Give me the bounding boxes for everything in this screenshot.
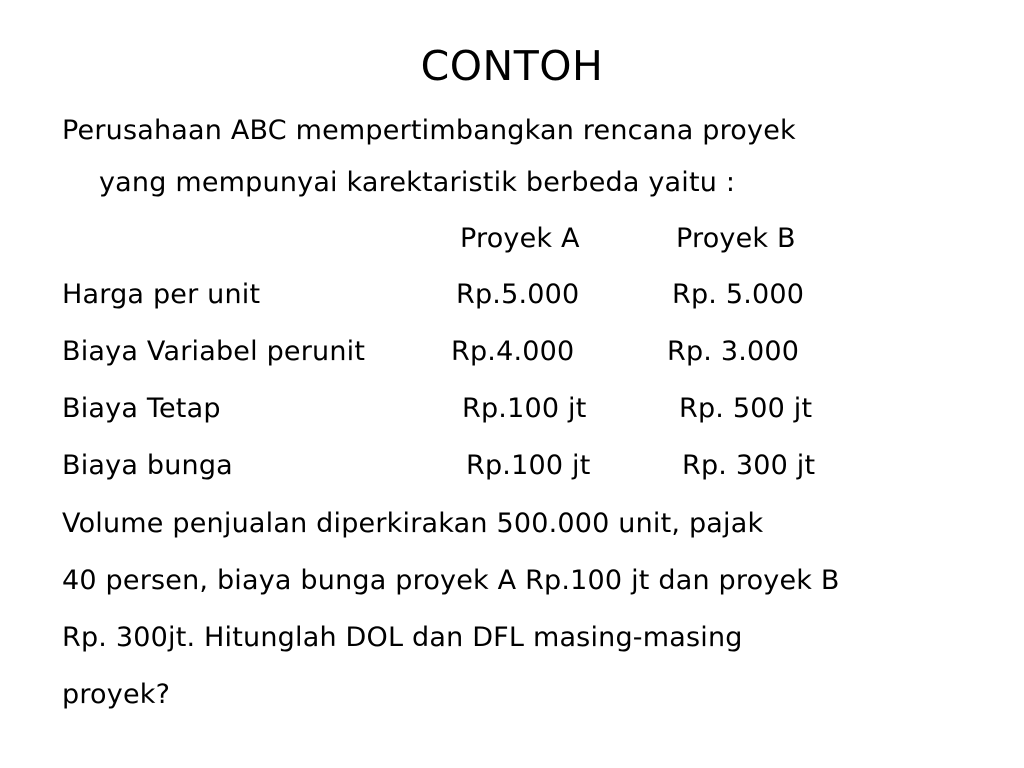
- row-biaya-bunga-a: Rp.100 jt: [466, 450, 591, 481]
- row-label-biaya-bunga: Biaya bunga: [62, 450, 233, 481]
- row-label-biaya-tetap: Biaya Tetap: [62, 393, 221, 424]
- row-label-biaya-variabel: Biaya Variabel perunit: [62, 336, 366, 367]
- row-biaya-variabel-a: Rp.4.000: [451, 336, 575, 367]
- row-biaya-bunga-b: Rp. 300 jt: [682, 450, 816, 481]
- question-line-4: proyek?: [62, 679, 171, 710]
- row-biaya-variabel-b: Rp. 3.000: [667, 336, 800, 367]
- intro-line-2: yang mempunyai karektaristik berbeda yaitu :: [99, 167, 736, 198]
- row-harga-a: Rp.5.000: [456, 279, 580, 310]
- question-line-3: Rp. 300jt. Hitunglah DOL dan DFL masing-masing: [62, 622, 743, 653]
- header-proyek-b: Proyek B: [676, 223, 796, 254]
- row-harga-b: Rp. 5.000: [672, 279, 805, 310]
- intro-line-1: Perusahaan ABC mempertimbangkan rencana proyek: [62, 115, 796, 146]
- question-line-2: 40 persen, biaya bunga proyek A Rp.100 jt dan proyek B: [62, 565, 840, 596]
- question-line-1: Volume penjualan diperkirakan 500.000 unit, pajak: [62, 508, 764, 539]
- slide-title: CONTOH: [420, 42, 604, 90]
- header-proyek-a: Proyek A: [460, 223, 580, 254]
- row-label-harga: Harga per unit: [62, 279, 261, 310]
- row-biaya-tetap-b: Rp. 500 jt: [679, 393, 813, 424]
- row-biaya-tetap-a: Rp.100 jt: [462, 393, 587, 424]
